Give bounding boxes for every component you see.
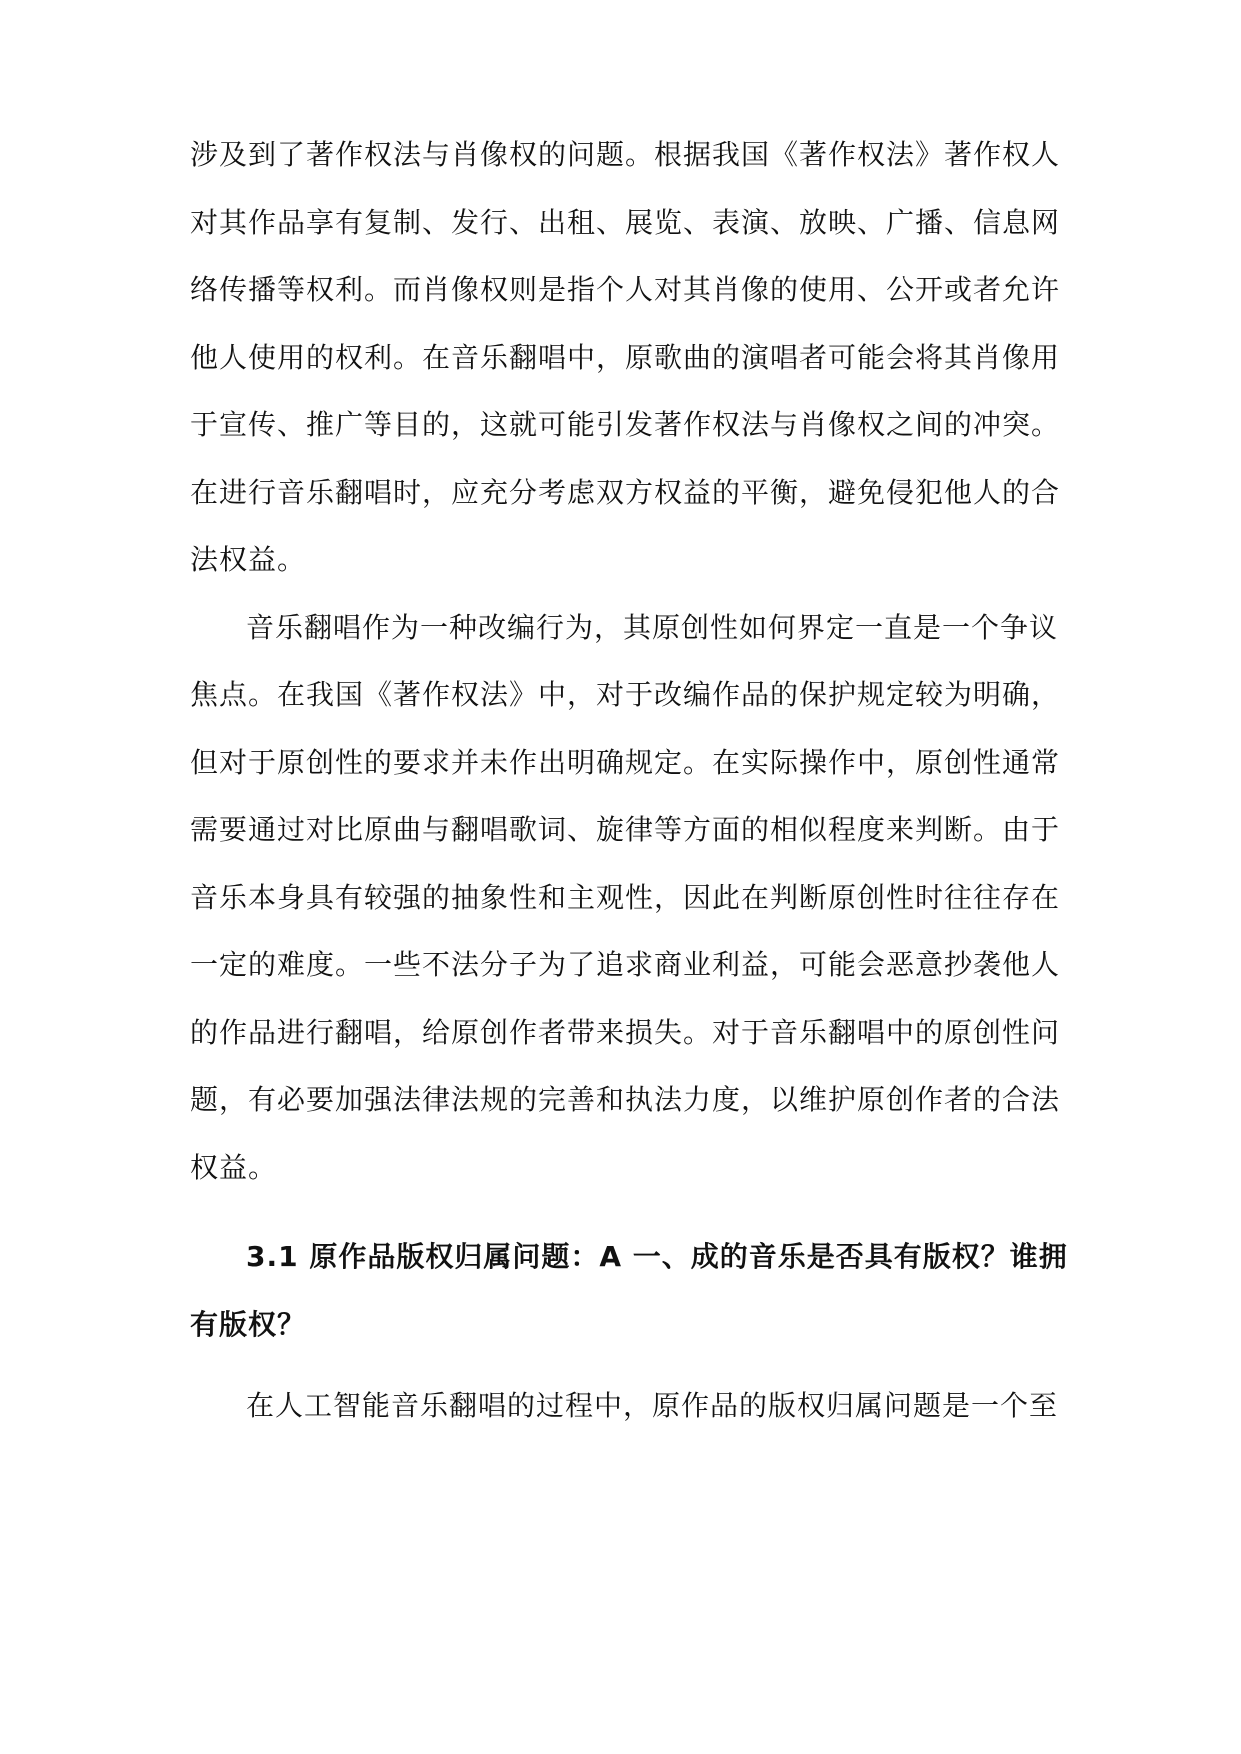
section-heading-line: 有版权？ <box>190 1308 307 1341</box>
paragraph-1-line: 于宣传、推广等目的，这就可能引发著作权法与肖像权之间的冲突。 <box>190 408 1061 441</box>
paragraph-3-line: 在人工智能音乐翻唱的过程中，原作品的版权归属问题是一个至 <box>246 1389 1059 1422</box>
paragraph-1-line: 他人使用的权利。在音乐翻唱中，原歌曲的演唱者可能会将其肖像用 <box>190 341 1061 374</box>
paragraph-2-line: 的作品进行翻唱，给原创作者带来损失。对于音乐翻唱中的原创性问 <box>190 1016 1061 1049</box>
paragraph-1-line: 涉及到了著作权法与肖像权的问题。根据我国《著作权法》著作权人 <box>190 138 1061 171</box>
section-heading-line: 3.1 原作品版权归属问题：A 一、成的音乐是否具有版权？谁拥 <box>246 1240 1068 1273</box>
paragraph-1-line: 法权益。 <box>190 543 307 576</box>
paragraph-2-line: 焦点。在我国《著作权法》中，对于改编作品的保护规定较为明确， <box>190 678 1061 711</box>
paragraph-2-line: 音乐翻唱作为一种改编行为，其原创性如何界定一直是一个争议 <box>246 611 1059 644</box>
paragraph-2-line: 但对于原创性的要求并未作出明确规定。在实际操作中，原创性通常 <box>190 746 1061 779</box>
paragraph-2-line: 题，有必要加强法律法规的完善和执法力度，以维护原创作者的合法 <box>190 1083 1061 1116</box>
paragraph-2-line: 音乐本身具有较强的抽象性和主观性，因此在判断原创性时往往存在 <box>190 881 1061 914</box>
paragraph-2-line: 需要通过对比原曲与翻唱歌词、旋律等方面的相似程度来判断。由于 <box>190 813 1061 846</box>
paragraph-1-line: 络传播等权利。而肖像权则是指个人对其肖像的使用、公开或者允许 <box>190 273 1061 306</box>
paragraph-2-line: 一定的难度。一些不法分子为了追求商业利益，可能会恶意抄袭他人 <box>190 948 1061 981</box>
paragraph-1-line: 在进行音乐翻唱时，应充分考虑双方权益的平衡，避免侵犯他人的合 <box>190 476 1061 509</box>
paragraph-2-line: 权益。 <box>190 1151 278 1184</box>
paragraph-1-line: 对其作品享有复制、发行、出租、展览、表演、放映、广播、信息网 <box>190 206 1061 239</box>
